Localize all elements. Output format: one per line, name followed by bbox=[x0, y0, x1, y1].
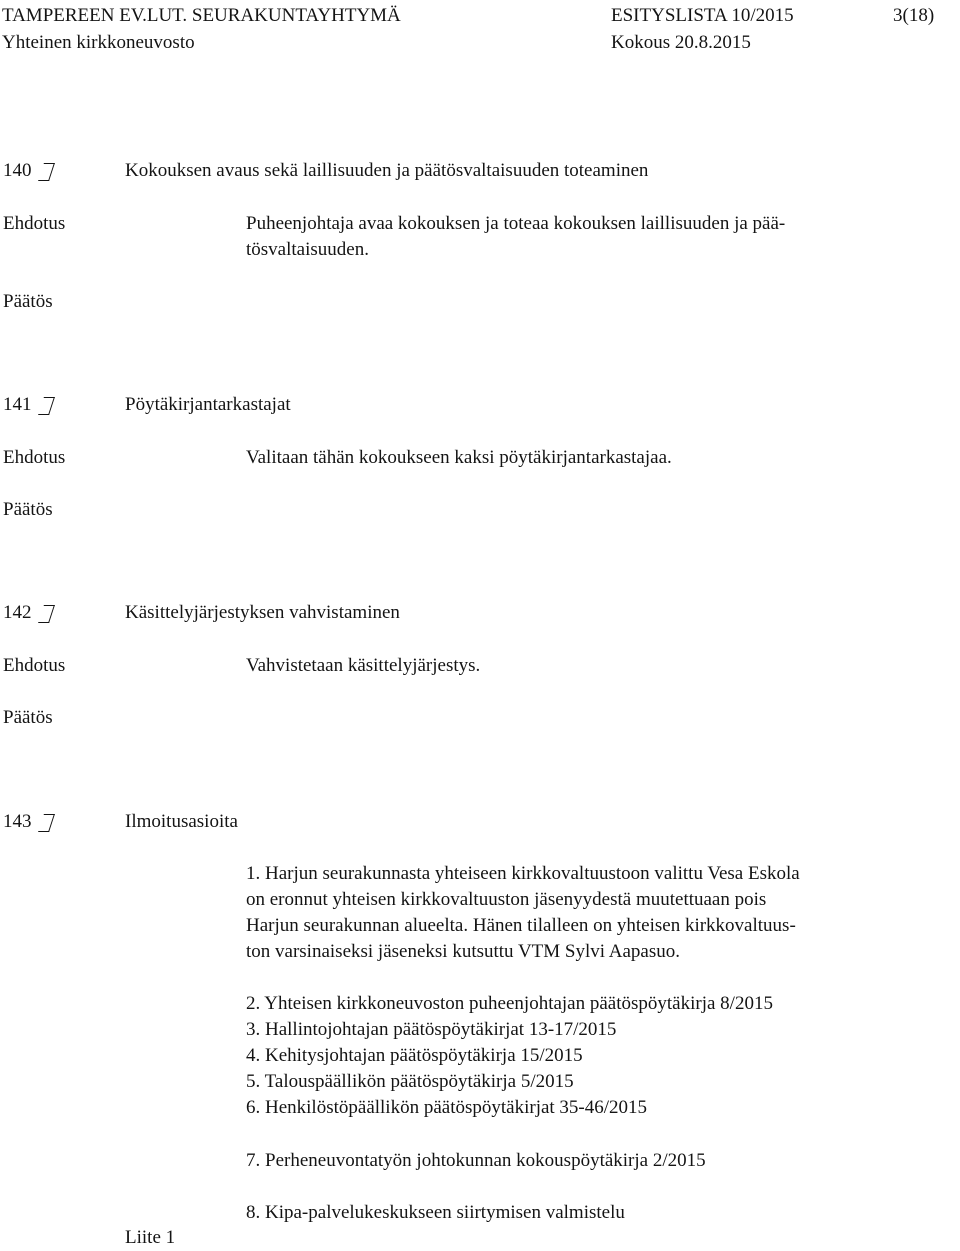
notice-list-item: 7. Perheneuvontatyön johtokunnan kokouspöytäkirja 2/2015 bbox=[246, 1150, 706, 1171]
header-body: Yhteinen kirkkoneuvosto bbox=[2, 32, 195, 53]
item-title: Ilmoitusasioita bbox=[125, 811, 238, 832]
proposal-label: Ehdotus bbox=[3, 447, 66, 468]
decision-label: Päätös bbox=[3, 499, 53, 520]
item-title: Pöytäkirjantarkastajat bbox=[125, 394, 291, 415]
proposal-line: Vahvistetaan käsittelyjärjestys. bbox=[246, 655, 481, 676]
notice-list-item: 4. Kehitysjohtajan päätöspöytäkirja 15/2015 bbox=[246, 1045, 583, 1066]
proposal-label: Ehdotus bbox=[3, 655, 66, 676]
notice-list-item: 3. Hallintojohtajan päätöspöytäkirjat 13-17/2015 bbox=[246, 1019, 617, 1040]
attachment-label: Liite 1 bbox=[125, 1227, 176, 1248]
notice-line: on eronnut yhteisen kirkkovaltuuston jäsenyydestä muutettuaan pois bbox=[246, 889, 767, 910]
decision-label: Päätös bbox=[3, 707, 53, 728]
item-number: 143 bbox=[3, 811, 32, 832]
notice-list-item: 5. Talouspäällikön päätöspöytäkirja 5/2015 bbox=[246, 1071, 574, 1092]
notice-list-item: 2. Yhteisen kirkkoneuvoston puheenjohtajan päätöspöytäkirja 8/2015 bbox=[246, 993, 773, 1014]
item-number: 140 bbox=[3, 160, 32, 181]
section-mark-icon bbox=[38, 814, 55, 832]
notice-line: 1. Harjun seurakunnasta yhteiseen kirkkovaltuustoon valittu Vesa Eskola bbox=[246, 863, 800, 884]
proposal-line: tösvaltaisuuden. bbox=[246, 239, 369, 260]
header-page-number: 3(18) bbox=[893, 5, 935, 26]
notice-line: Harjun seurakunnan alueelta. Hänen tilalleen on yhteisen kirkkovaltuus- bbox=[246, 915, 796, 936]
section-mark-icon bbox=[38, 605, 55, 623]
item-number: 141 bbox=[3, 394, 32, 415]
section-mark-icon bbox=[38, 163, 55, 181]
header-meeting-date: Kokous 20.8.2015 bbox=[611, 32, 751, 53]
notice-list-item: 6. Henkilöstöpäällikön päätöspöytäkirjat 35-46/2015 bbox=[246, 1097, 648, 1118]
proposal-line: Valitaan tähän kokoukseen kaksi pöytäkirjantarkastajaa. bbox=[246, 447, 672, 468]
header-agenda-number: ESITYSLISTA 10/2015 bbox=[611, 5, 794, 26]
proposal-line: Puheenjohtaja avaa kokouksen ja toteaa kokouksen laillisuuden ja pää- bbox=[246, 213, 786, 234]
item-title: Käsittelyjärjestyksen vahvistaminen bbox=[125, 602, 400, 623]
decision-label: Päätös bbox=[3, 291, 53, 312]
item-title: Kokouksen avaus sekä laillisuuden ja päätösvaltaisuuden toteaminen bbox=[125, 160, 649, 181]
item-number: 142 bbox=[3, 602, 32, 623]
header-organization: TAMPEREEN EV.LUT. SEURAKUNTAYHTYMÄ bbox=[2, 5, 401, 26]
notice-line: ton varsinaiseksi jäseneksi kutsuttu VTM Sylvi Aapasuo. bbox=[246, 941, 680, 962]
proposal-label: Ehdotus bbox=[3, 213, 66, 234]
section-mark-icon bbox=[38, 397, 55, 415]
notice-list-item: 8. Kipa-palvelukeskukseen siirtymisen valmistelu bbox=[246, 1202, 625, 1223]
